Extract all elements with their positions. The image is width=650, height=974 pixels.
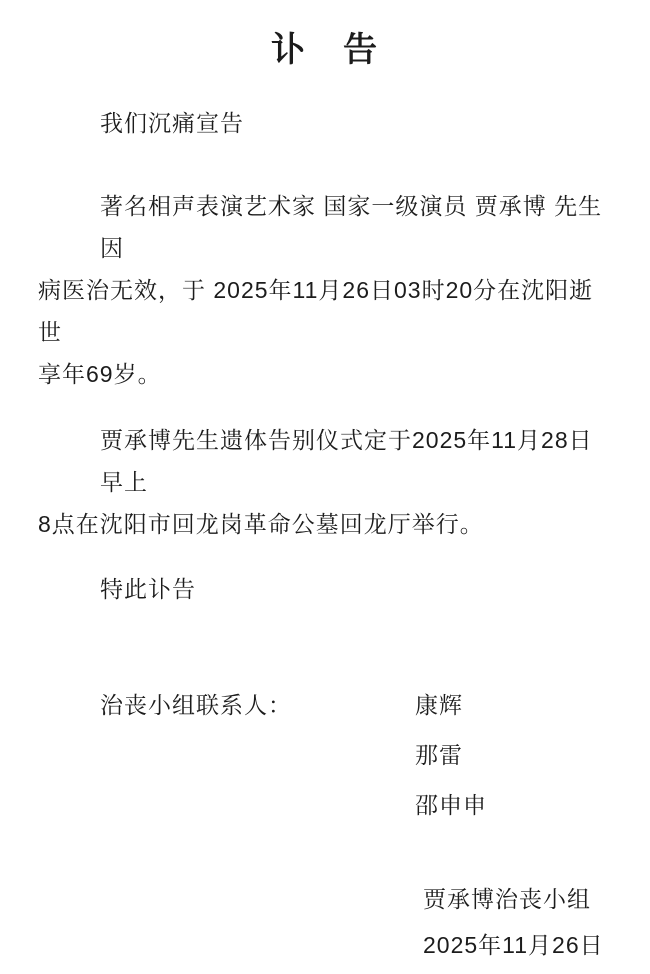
contacts-label: 治丧小组联系人： [100, 692, 292, 718]
signature-group-name: 贾承博治丧小组 [423, 886, 591, 912]
closing-statement: 特此讣告 [100, 576, 196, 602]
ceremony-line-2: 8点在沈阳市回龙岗革命公墓回龙厅举行。 [38, 511, 484, 537]
announcement-line-1: 著名相声表演艺术家 国家一级演员 贾承博 先生因 [100, 193, 603, 261]
paragraph-farewell-ceremony [38, 419, 612, 545]
contact-list [38, 684, 612, 826]
document-title: 讣 告 [271, 31, 379, 69]
contact-name: 邵申申 [415, 792, 487, 818]
signature-date: 2025年11月26日 [423, 932, 604, 958]
announcement-line-2: 病医治无效，于 2025年11月26日03时20分在沈阳逝世 [38, 277, 594, 345]
contact-row [38, 734, 612, 776]
announcement-line-3: 享年69岁。 [38, 361, 162, 387]
contact-row [38, 684, 612, 726]
paragraph-death-announcement [38, 185, 612, 395]
contact-name: 康辉 [415, 692, 463, 718]
contact-row [38, 784, 612, 826]
contact-name: 那雷 [415, 742, 463, 768]
ceremony-line-1: 贾承博先生遗体告别仪式定于2025年11月28日早上 [100, 427, 593, 495]
opening-statement: 我们沉痛宣告 [100, 110, 244, 136]
